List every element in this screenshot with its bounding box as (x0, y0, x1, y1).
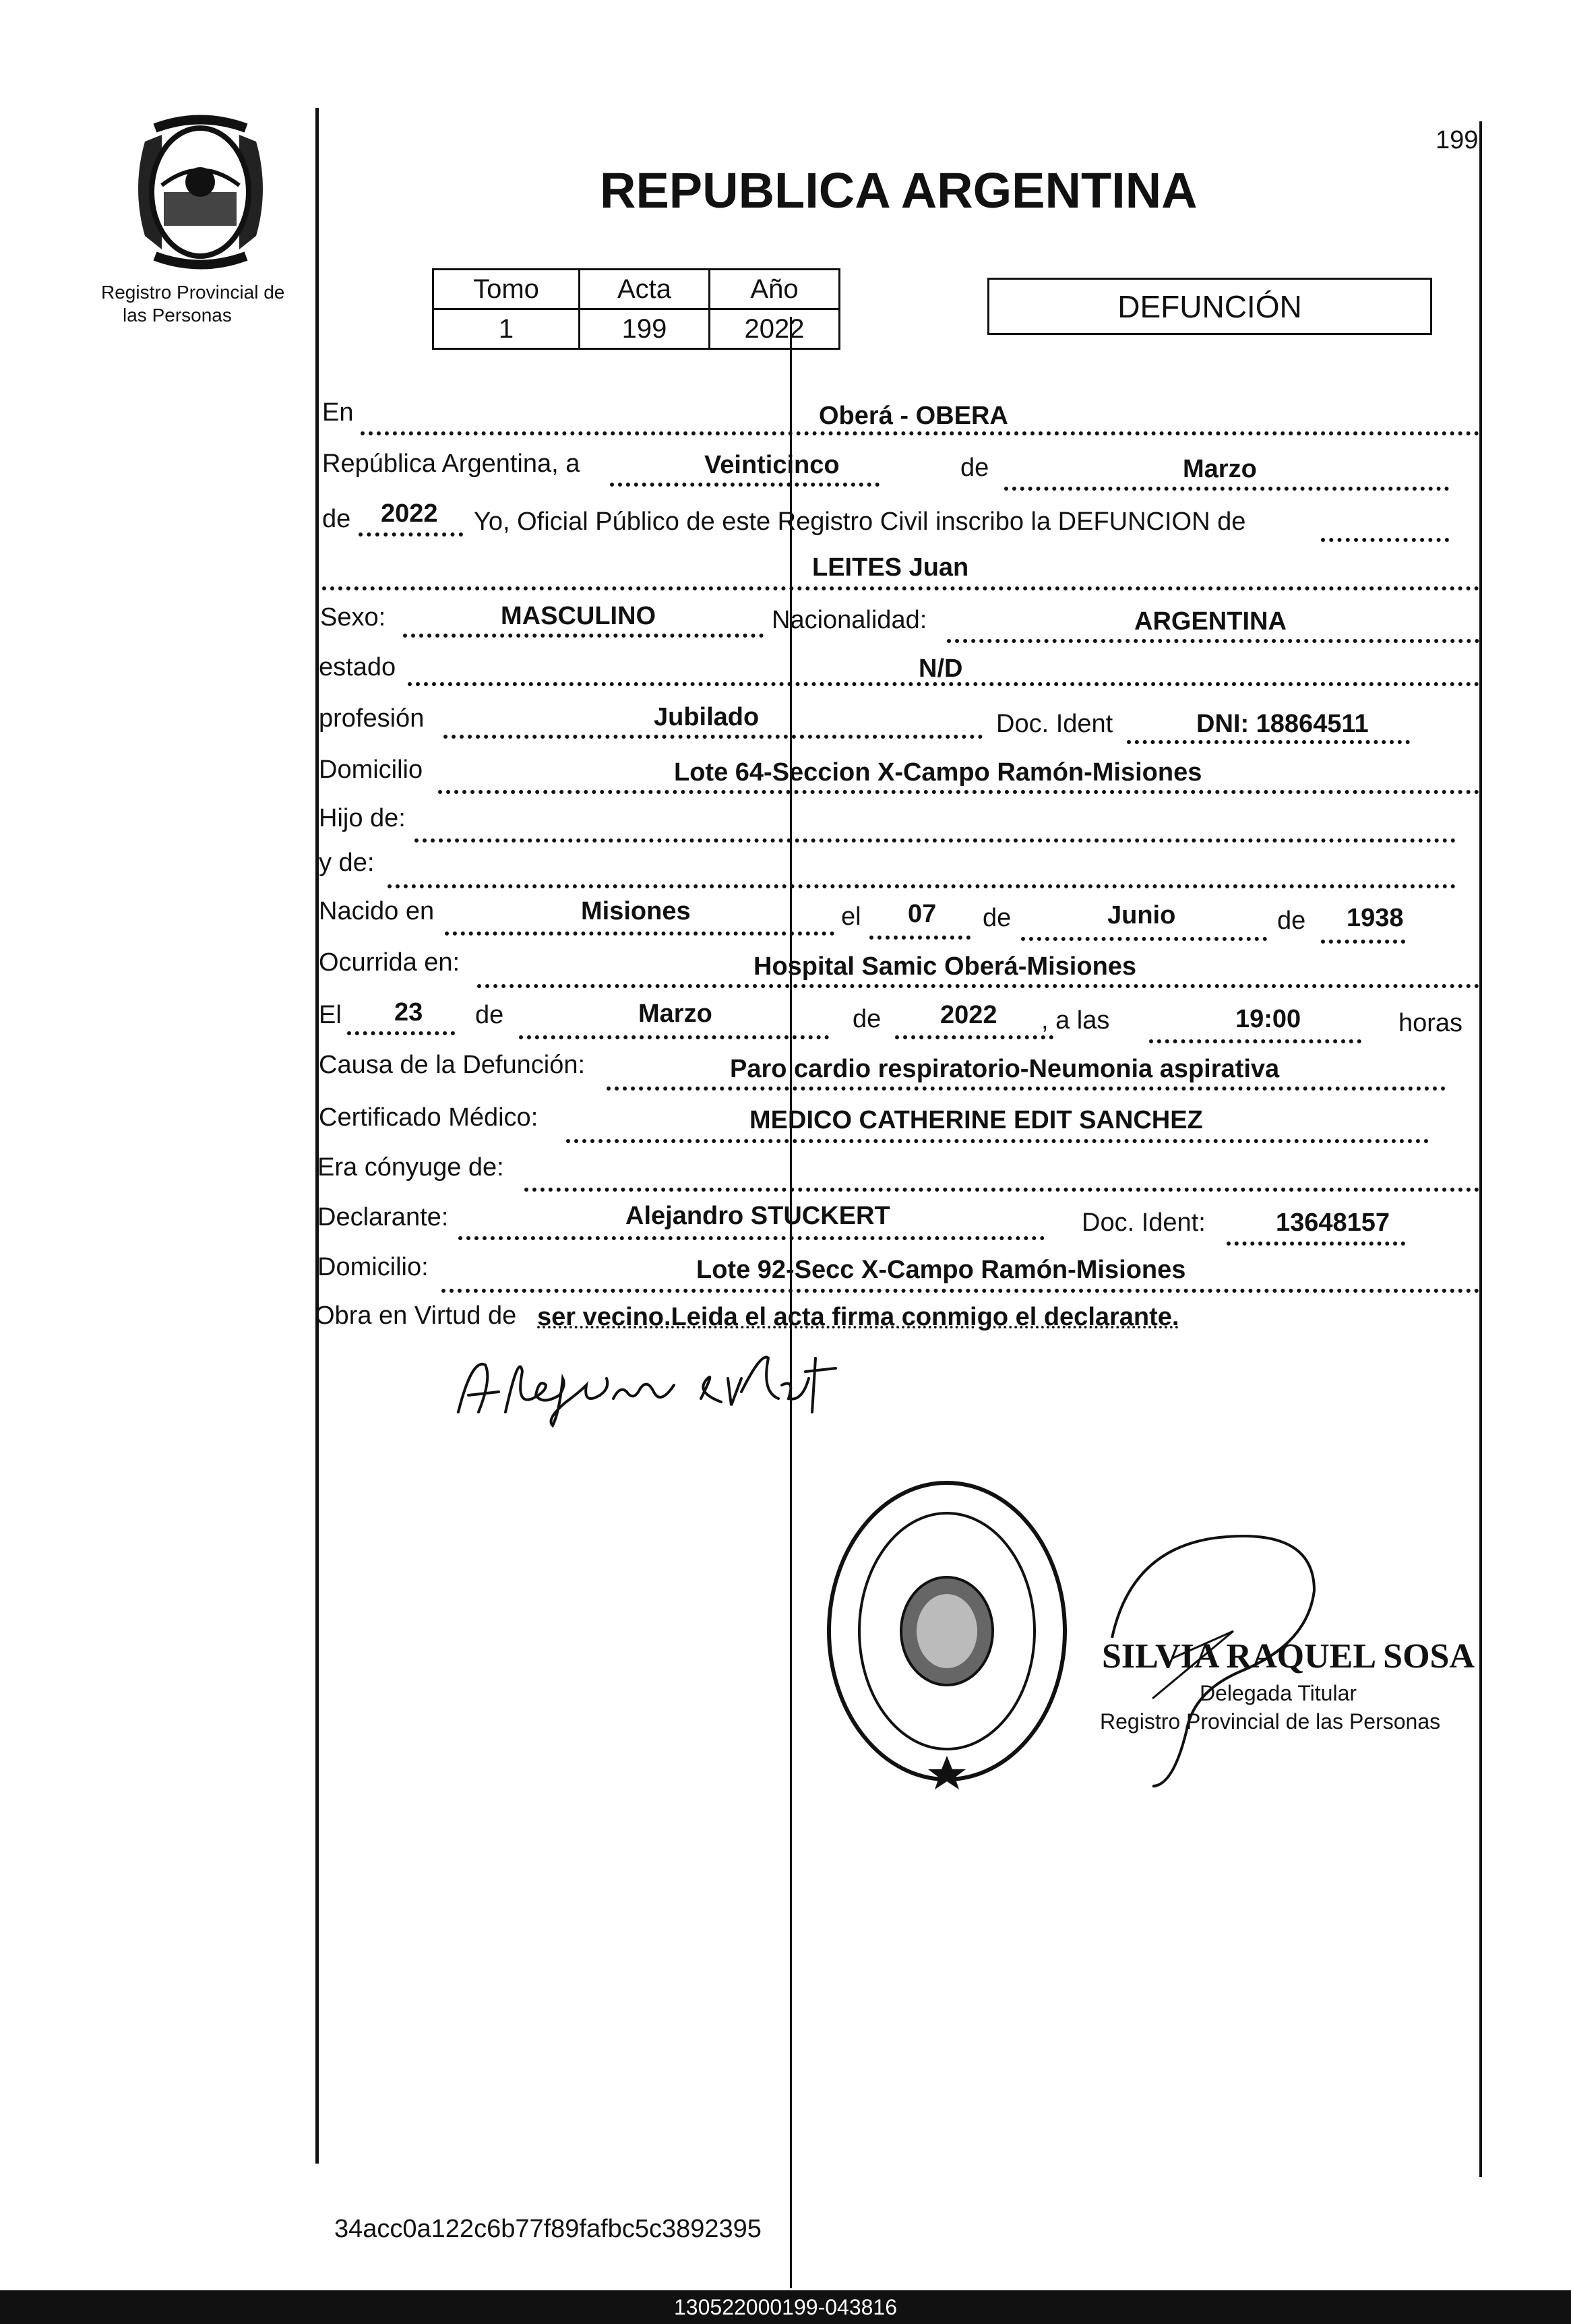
birth-year-value: 1938 (1347, 904, 1404, 932)
table-value-ano: 2022 (708, 308, 840, 350)
page-number: 199 (1436, 126, 1479, 154)
certificado-value: MEDICO CATHERINE EDIT SANCHEZ (749, 1106, 1203, 1134)
nacido-label: Nacido en (319, 897, 435, 925)
domicilio2-value: Lote 92-Secc X-Campo Ramón-Misiones (696, 1256, 1186, 1284)
doc-ident2-value: 13648157 (1276, 1209, 1390, 1237)
death-month-value: Marzo (638, 1000, 712, 1028)
republica-label: República Argentina, a (322, 450, 580, 478)
doc-ident-label: Doc. Ident (996, 710, 1113, 738)
declarant-signature (445, 1338, 876, 1432)
causa-value: Paro cardio respiratorio-Neumonia aspirativa (730, 1055, 1280, 1083)
month-line (1004, 487, 1449, 491)
table-header-ano: Año (708, 268, 840, 310)
hijo-line (414, 838, 1456, 843)
conyuge-label: Era cónyuge de: (317, 1153, 504, 1182)
sexo-value: MASCULINO (501, 602, 656, 630)
birth-month-line (1021, 937, 1267, 941)
nacido-line (445, 931, 834, 936)
document-hash: 34acc0a122c6b77f89fafbc5c3892395 (334, 2215, 762, 2243)
statement-text: Yo, Oficial Público de este Registro Civil inscribo la DEFUNCION de (474, 508, 1246, 536)
registry-name-line1: Registro Provincial de (101, 282, 285, 303)
el-label: el (841, 903, 861, 931)
table-header-tomo: Tomo (432, 268, 580, 310)
alas-label: , a las (1041, 1006, 1110, 1035)
domicilio2-line (441, 1289, 1479, 1293)
deceased-name: LEITES Juan (812, 553, 969, 582)
profesion-line (443, 735, 983, 739)
yde-label: y de: (319, 849, 375, 877)
ocurrida-line (477, 984, 1479, 988)
year-line (359, 532, 463, 537)
statement-line (1321, 538, 1449, 542)
de-label-5: de (475, 1001, 504, 1029)
conyuge-line (524, 1188, 1479, 1192)
domicilio-line (438, 790, 1479, 794)
de-label-6: de (853, 1005, 882, 1033)
nacionalidad-line (947, 639, 1479, 643)
profesion-value: Jubilado (654, 703, 760, 731)
birth-day-value: 07 (908, 900, 937, 928)
barcode-text: 130522000199-043816 (674, 2294, 897, 2319)
certificado-line (566, 1139, 1429, 1143)
domicilio-value: Lote 64-Seccion X-Campo Ramón-Misiones (674, 758, 1202, 787)
el2-label: El (319, 1001, 342, 1029)
domicilio-label: Domicilio (319, 756, 423, 784)
ocurrida-label: Ocurrida en: (319, 948, 460, 977)
official-registry: Registro Provincial de las Personas (1100, 1709, 1441, 1734)
yde-line (388, 884, 1456, 888)
table-value-tomo: 1 (432, 308, 580, 350)
nacionalidad-label: Nacionalidad: (772, 606, 927, 634)
day-words-line (610, 483, 880, 487)
death-day-value: 23 (394, 998, 423, 1027)
table-header-acta: Acta (578, 268, 710, 310)
en-label: En (322, 398, 354, 427)
province-logo (125, 115, 276, 270)
causa-label: Causa de la Defunción: (319, 1051, 586, 1079)
day-words-value: Veinticinco (704, 451, 840, 479)
name-line (322, 586, 1479, 590)
doc-ident2-label: Doc. Ident: (1082, 1209, 1206, 1237)
hijo-label: Hijo de: (319, 804, 406, 832)
official-title: Delegada Titular (1200, 1681, 1357, 1705)
death-year-value: 2022 (940, 1001, 997, 1029)
registry-name-line2: las Personas (123, 305, 232, 326)
table-value-acta: 199 (578, 308, 710, 350)
nacionalidad-value: ARGENTINA (1134, 607, 1287, 636)
death-year-line (895, 1035, 1053, 1039)
profesion-label: profesión (319, 704, 425, 733)
obra-label: Obra en Virtud de (315, 1302, 517, 1330)
horas-label: horas (1398, 1009, 1463, 1037)
de-label-4: de (1277, 907, 1306, 935)
declarante-label: Declarante: (317, 1203, 449, 1231)
sexo-line (403, 634, 764, 638)
month-value: Marzo (1183, 455, 1257, 483)
doc-ident-line (1127, 740, 1410, 744)
page-title: REPUBLICA ARGENTINA (600, 162, 1198, 218)
footer-bar (0, 2290, 1571, 2324)
ocurrida-value: Hospital Samic Oberá-Misiones (753, 952, 1137, 981)
estado-label: estado (319, 653, 396, 681)
sexo-label: Sexo: (320, 603, 386, 632)
death-time-line (1149, 1039, 1361, 1043)
de-label-3: de (983, 904, 1012, 932)
birth-month-value: Junio (1107, 901, 1176, 929)
official-stamp (819, 1473, 1075, 1790)
en-value: Oberá - OBERA (819, 402, 1008, 430)
birth-year-line (1321, 940, 1405, 944)
doc-ident-value: DNI: 18864511 (1196, 710, 1369, 738)
doc-ident2-line (1227, 1242, 1405, 1246)
right-margin-line (1479, 121, 1482, 2177)
left-margin-line (315, 108, 319, 2164)
birth-day-line (869, 936, 971, 940)
nacido-value: Misiones (581, 897, 691, 925)
en-line (361, 431, 1479, 435)
declarante-line (458, 1236, 1045, 1240)
de-label-2: de (322, 505, 351, 533)
declarante-value: Alejandro STUCKERT (625, 1202, 890, 1230)
obra-value: ser vecino.Leida el acta firma conmigo el declarante. (537, 1303, 1179, 1331)
de-label-1: de (960, 454, 989, 482)
death-month-line (519, 1035, 829, 1039)
record-type-box: DEFUNCIÓN (987, 278, 1432, 335)
official-name: SILVIA RAQUEL SOSA (1102, 1637, 1475, 1676)
estado-value: N/D (919, 654, 963, 683)
death-time-value: 19:00 (1235, 1005, 1301, 1033)
causa-line (607, 1087, 1446, 1091)
certificado-label: Certificado Médico: (319, 1103, 538, 1132)
death-day-line (347, 1031, 455, 1035)
domicilio2-label: Domicilio: (317, 1253, 429, 1281)
year-value: 2022 (381, 499, 438, 528)
